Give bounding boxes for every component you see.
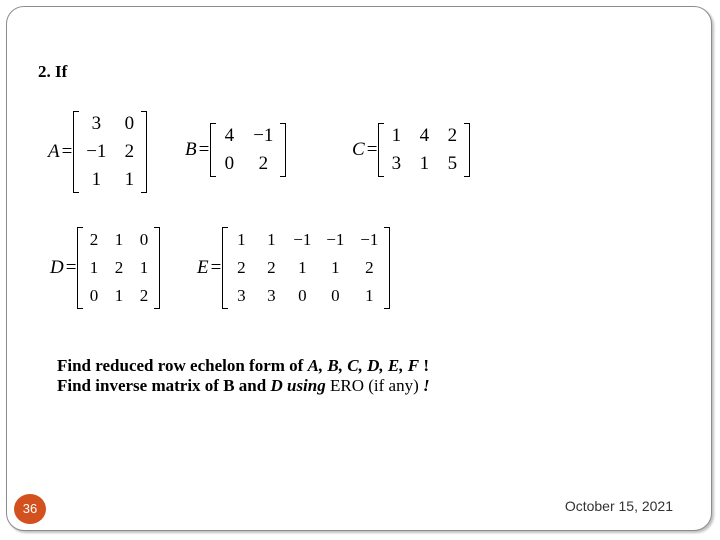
matrix-cell: −1 <box>253 125 274 146</box>
matrix-cell: 1 <box>237 230 246 249</box>
equals-sign: = <box>366 139 378 160</box>
instruction-text: ! <box>419 356 429 375</box>
matrix-cell: 1 <box>331 258 340 277</box>
matrix-e-equation <box>197 226 390 310</box>
instruction-text: Find inverse matrix of B and <box>57 376 271 395</box>
matrix-b-equation <box>185 122 286 178</box>
matrix-cell: 3 <box>237 286 246 305</box>
matrix-cell: 1 <box>298 258 307 277</box>
slide-date: October 15, 2021 <box>564 498 673 514</box>
matrix-b <box>210 122 286 178</box>
matrix-cell: 2 <box>139 286 149 305</box>
matrix-cell: 0 <box>298 286 307 305</box>
matrix-cell: 4 <box>419 125 430 146</box>
matrix-name: B <box>185 139 197 160</box>
matrix-cell: 1 <box>114 230 124 249</box>
instruction-line-2 <box>57 376 430 396</box>
matrix-name: C <box>352 139 365 160</box>
matrix-e <box>222 226 390 310</box>
matrix-cell: 0 <box>139 230 149 249</box>
matrix-a-equation <box>48 110 147 194</box>
equals-sign: = <box>198 139 210 160</box>
matrix-cell: −1 <box>326 230 345 249</box>
matrix-cell: −1 <box>86 141 107 162</box>
matrix-cell: 2 <box>447 125 458 146</box>
equals-sign: = <box>61 141 73 162</box>
instruction-text: Find reduced row echelon form of <box>57 356 308 375</box>
matrix-cell: 3 <box>91 113 102 134</box>
matrix-cell: 2 <box>365 258 374 277</box>
instruction-text: ! <box>423 376 430 395</box>
matrix-cell: 2 <box>267 258 276 277</box>
matrix-d-equation <box>50 226 160 310</box>
matrix-cell: −1 <box>360 230 379 249</box>
matrix-cell: 2 <box>124 141 135 162</box>
matrix-d <box>77 226 160 310</box>
matrix-cell: 3 <box>391 153 402 174</box>
matrix-c-equation <box>352 122 470 178</box>
instructions <box>57 356 430 396</box>
matrix-cell: 1 <box>139 258 149 277</box>
equals-sign: = <box>65 257 77 278</box>
matrix-cell: 1 <box>124 169 135 190</box>
matrix-cell: 2 <box>114 258 124 277</box>
matrix-cell: 4 <box>224 125 235 146</box>
matrix-cell: 0 <box>224 153 235 174</box>
matrix-cell: 2 <box>258 153 269 174</box>
instruction-matrix-d: D <box>270 376 283 395</box>
matrix-a <box>73 110 147 194</box>
instruction-using: using <box>286 376 326 395</box>
equals-sign: = <box>210 257 222 278</box>
matrix-cell: −1 <box>293 230 312 249</box>
matrix-cell: 1 <box>419 153 430 174</box>
problem-title: 2. If <box>38 62 68 81</box>
instruction-matrix-list: A, B, C, D, E, F <box>307 356 420 375</box>
matrix-name: A <box>48 141 60 162</box>
matrix-cell: 2 <box>89 230 99 249</box>
matrix-cell: 1 <box>365 286 374 305</box>
instruction-line-1 <box>57 356 430 376</box>
matrix-cell: 0 <box>89 286 99 305</box>
slide-number-badge: 36 <box>14 494 46 524</box>
matrix-name: D <box>50 257 64 278</box>
matrix-c <box>378 122 470 178</box>
matrix-cell: 1 <box>114 286 124 305</box>
matrix-cell: 0 <box>124 113 135 134</box>
matrix-cell: 1 <box>391 125 402 146</box>
matrix-cell: 2 <box>237 258 246 277</box>
matrix-cell: 3 <box>267 286 276 305</box>
matrix-cell: 1 <box>267 230 276 249</box>
matrix-cell: 5 <box>447 153 458 174</box>
matrix-name: E <box>197 257 209 278</box>
matrix-cell: 1 <box>89 258 99 277</box>
matrix-cell: 0 <box>331 286 340 305</box>
matrix-cell: 1 <box>91 169 102 190</box>
instruction-text: ERO (if any) <box>325 376 423 395</box>
